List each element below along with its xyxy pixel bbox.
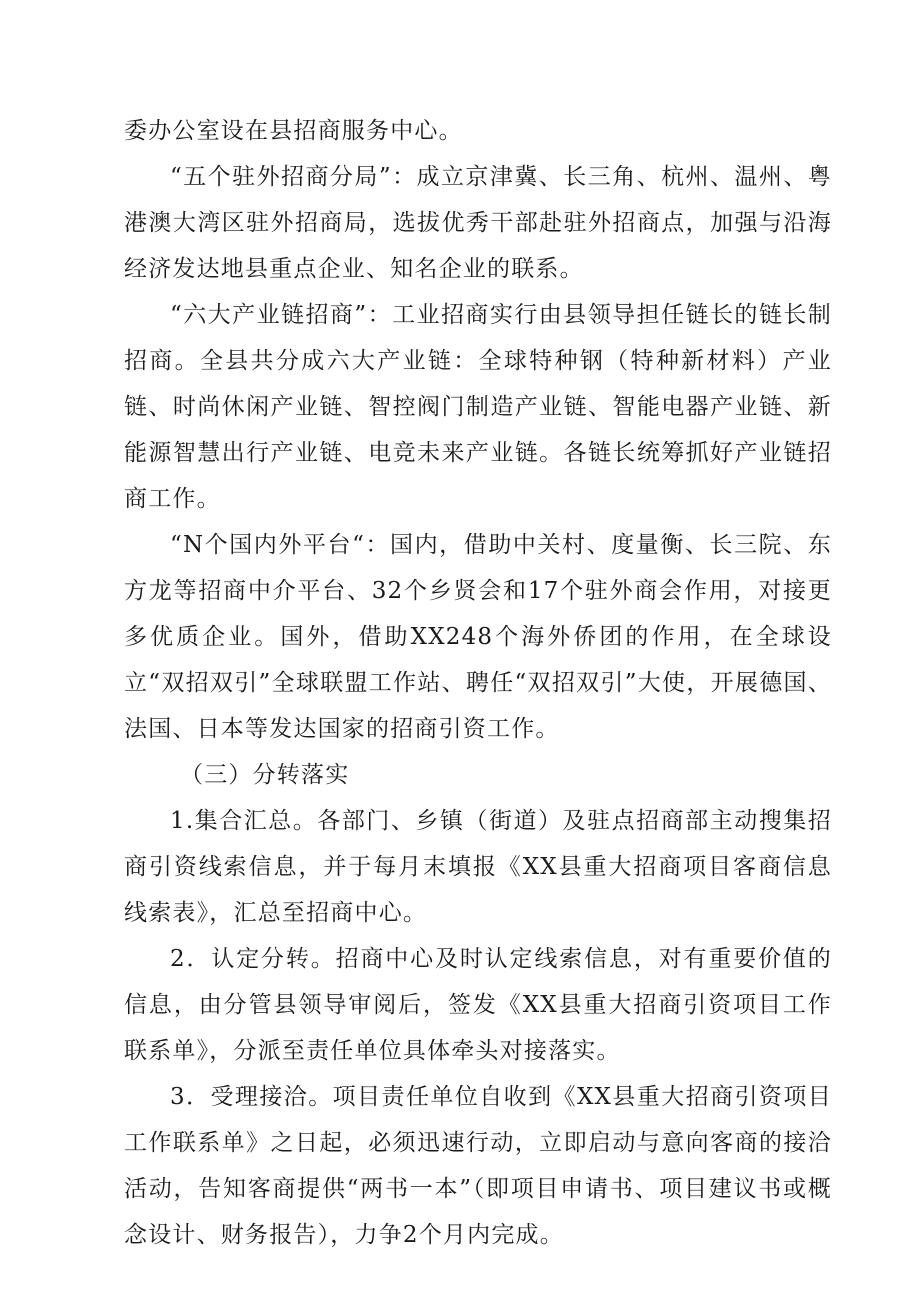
section-heading: （三）分转落实 [180,762,350,788]
paragraph-continuation: 委办公室设在县招商服务中心。 [124,118,463,144]
paragraph-step-2: 2．认定分转。招商中心及时认定线索信息，对有重要价值的信息，由分管县领导审阅后，签发《XX县重大招商引资项目工作联系单》，分派至责任单位具体牵头对接落实。 [124,946,832,1064]
paragraph-six-chains: “六大产业链招商”：工业招商实行由县领导担任链长的链长制招商。全县共分成六大产业链：全球特种钢（特种新材料）产业链、时尚休闲产业链、智控阀门制造产业链、智能电器产业链、新能源智慧出行产业链、电竞未来产业链。各链长统筹抓好产业链招商工作。 [124,302,832,512]
paragraph-step-3: 3．受理接洽。项目责任单位自收到《XX县重大招商引资项目工作联系单》之日起，必须迅速行动，立即启动与意向客商的接洽活动，告知客商提供“两书一本”（即项目申请书、项目建议书或概念设计、财务报告），力争2个月内完成。 [124,1084,832,1248]
paragraph-five-offices: “五个驻外招商分局”：成立京津冀、长三角、杭州、温州、粤港澳大湾区驻外招商局，选拔优秀干部赴驻外招商点，加强与沿海经济发达地县重点企业、知名企业的联系。 [124,164,832,282]
paragraph-n-platforms: “N个国内外平台“：国内，借助中关村、度量衡、长三院、东方龙等招商中介平台、32个乡贤会和17个驻外商会作用，对接更多优质企业。国外，借助XX248个海外侨团的作用，在全球设立“双招双引”全球联盟工作站、聘任“双招双引”大使，开展德国、法国、日本等发达国家的招商引资工作。 [124,532,832,742]
document-page [124,108,832,1258]
paragraph-step-1: 1.集合汇总。各部门、乡镇（街道）及驻点招商部主动搜集招商引资线索信息，并于每月末填报《XX县重大招商项目客商信息线索表》，汇总至招商中心。 [124,808,832,926]
